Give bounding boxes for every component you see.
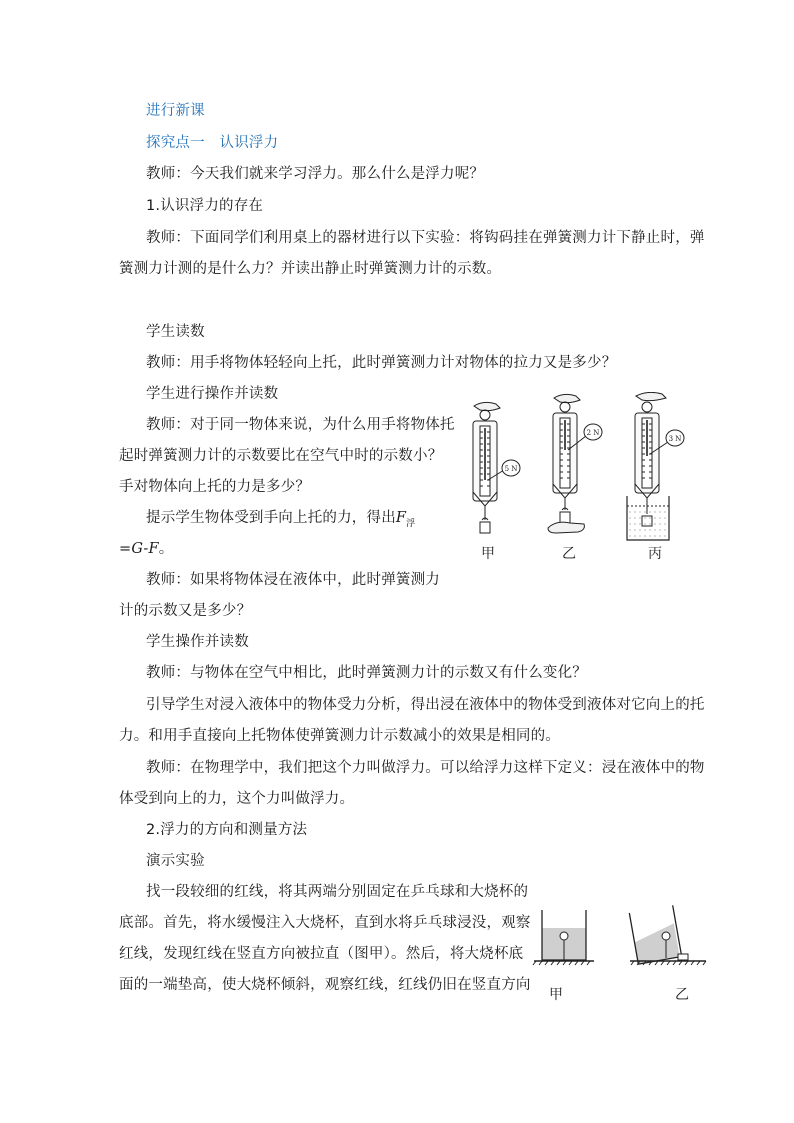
paragraph-line: 引导学生对浸入液体中的物体受力分析，得出浸在液体中的物体受到液体对它向上的托 <box>146 697 705 713</box>
paragraph-line: 教师：在物理学中，我们把这个力叫做浮力。可以给浮力这样下定义：浸在液体中的物 <box>146 760 705 776</box>
paragraph-line: 教师：对于同一物体来说，为什么用手将物体托 <box>146 417 455 433</box>
spring-scale-b <box>548 394 602 533</box>
beaker-b <box>629 905 706 965</box>
paragraph-line <box>146 508 415 534</box>
paragraph-line: 学生读数 <box>146 324 205 340</box>
text-run: 提示学生物体受到手向上托的力，得出 <box>146 510 396 526</box>
paragraph-line: 起时弹簧测力计的示数要比在空气中时的示数小？ <box>119 448 443 464</box>
numbered-heading: 2.浮力的方向和测量方法 <box>146 822 308 838</box>
paragraph-line: 面的一端垫高，使大烧杯倾斜，观察红线，红线仍旧在竖直方向 <box>119 977 531 993</box>
figure-label-c: 丙 <box>648 546 662 562</box>
spring-scale-figure <box>460 392 710 542</box>
subsection-heading: 探究点一 认识浮力 <box>146 135 279 151</box>
formula-variable: F <box>395 510 407 526</box>
paragraph-line: 教师：如果将物体浸在液体中，此时弹簧测力 <box>146 572 440 588</box>
reading-label: 2 N <box>586 429 600 437</box>
section-heading: 进行新课 <box>146 103 205 119</box>
paragraph-line: 底部。首先，将水缓慢注入大烧杯，直到水将乒乓球浸没，观察 <box>119 915 531 931</box>
text-run: = <box>119 541 132 557</box>
figure-label-b: 乙 <box>675 987 689 1003</box>
paragraph-line: 教师：用手将物体轻轻向上托，此时弹簧测力计对物体的拉力又是多少？ <box>146 355 617 371</box>
paragraph-line: 教师：今天我们就来学习浮力。那么什么是浮力呢？ <box>146 166 485 182</box>
paragraph-line: 学生进行操作并读数 <box>146 386 279 402</box>
reading-label: 5 N <box>504 465 518 473</box>
paragraph-line: 演示实验 <box>146 853 205 869</box>
paragraph-line: 计的示数又是多少？ <box>119 603 252 619</box>
text-run: 。 <box>158 541 174 557</box>
paragraph-line: 教师：与物体在空气中相比，此时弹簧测力计的示数又有什么变化？ <box>146 665 587 681</box>
numbered-heading: 1.认识浮力的存在 <box>146 198 264 214</box>
figure-label-b: 乙 <box>562 546 576 562</box>
formula-variable: G-F <box>131 541 159 557</box>
spring-scale-c <box>627 392 684 540</box>
reading-label: 3 N <box>668 435 682 443</box>
paragraph-line: 教师：下面同学们利用桌上的器材进行以下实验：将钩码挂在弹簧测力计下静止时，弹 <box>146 230 705 246</box>
paragraph-line: 找一段较细的红线，将其两端分别固定在乒乓球和大烧杯的 <box>146 884 529 900</box>
paragraph-line <box>119 539 173 559</box>
paragraph-line: 红线，发现红线在竖直方向被拉直（图甲）。然后，将大烧杯底 <box>119 946 524 962</box>
figure-label-a: 甲 <box>549 987 563 1003</box>
figure-label-a: 甲 <box>481 546 495 562</box>
paragraph-line: 学生操作并读数 <box>146 634 249 650</box>
paragraph-line: 手对物体向上托的力是多少？ <box>119 479 311 495</box>
paragraph-line: 力。和用手直接向上托物体使弹簧测力计示数减小的效果是相同的。 <box>119 728 560 744</box>
beaker-a <box>533 910 594 965</box>
beaker-figure <box>530 900 710 970</box>
paragraph-line: 体受到向上的力，这个力叫做浮力。 <box>119 791 355 807</box>
paragraph-line: 簧测力计测的是什么力？并读出静止时弹簧测力计的示数。 <box>119 261 502 277</box>
formula-subscript: 浮 <box>406 518 416 529</box>
